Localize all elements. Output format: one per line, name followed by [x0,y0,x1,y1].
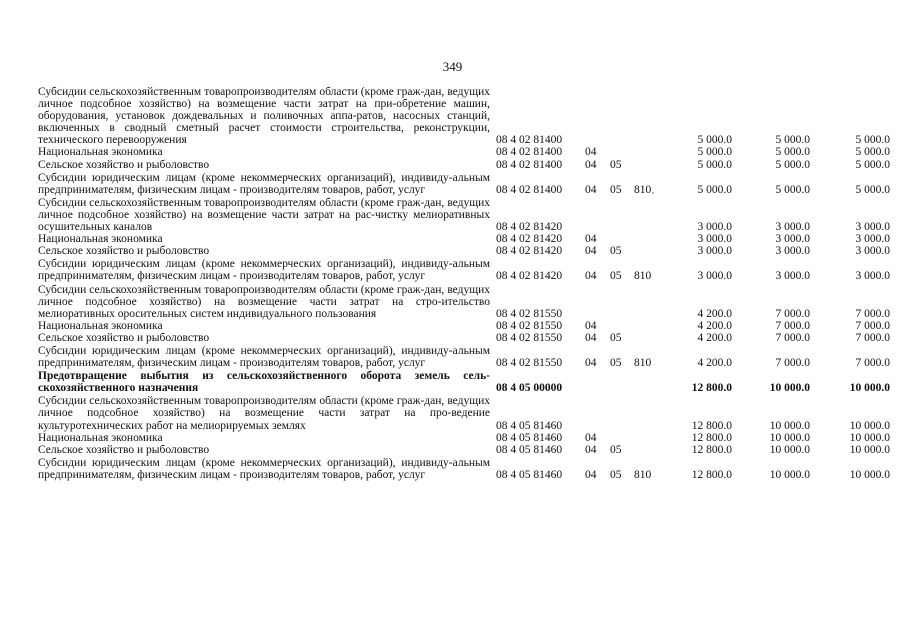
row-amount-year-1: 3 000.0 [697,270,732,283]
row-amount-year-1: 5 000.0 [697,183,732,196]
row-subsection-code: 05 [610,357,622,370]
row-expense-type-code [634,146,668,158]
row-target-code: 08 4 02 81400 [496,146,563,159]
row-name: Национальная экономика [38,319,163,332]
row-section-code: 04 [585,357,597,370]
row-name: Субсидии сельскохозяйственным товаропроизводителям области (кроме граж-дан, ведущих личное подсобное хозяйство) на возмещение части затрат на про-ведение культуротехнических работ на мелиорируемых землях [38,395,490,432]
row-target-code: 08 4 05 81460 [496,443,563,456]
row-expense-type-code [634,432,668,444]
row-amount-year-3: 10 000.0 [849,419,890,432]
row-amount-year-2: 7 000.0 [775,331,810,344]
table-row [38,394,890,431]
row-target-code: 08 4 02 81550 [496,331,563,344]
row-target-code: 08 4 02 81550 [496,319,563,332]
row-expense-type-code [634,196,668,233]
row-name: Субсидии сельскохозяйственным товаропроизводителям области (кроме граж-дан, ведущих личное подсобное хозяйство) на возмещение части затрат на стро-ительство мелиоративных оросительных систем индивидуального пользования [38,283,490,320]
row-section-code [585,196,610,233]
row-amount-year-1: 12 800.0 [691,443,732,456]
row-amount-year-3: 7 000.0 [855,331,890,344]
row-section-code: 04 [585,468,597,481]
row-name: Субсидии юридическим лицам (кроме некоммерческих организаций), индивиду-альным предпринимателям, физическим лицам - производителям товаров, работ, услуг [38,258,490,283]
row-section-code: 04 [585,245,597,258]
table-row [38,257,890,282]
row-amount-year-3: 10 000.0 [849,468,890,481]
row-amount-year-3: 5 000.0 [855,146,890,159]
row-subsection-code: 05 [610,183,622,196]
row-target-code: 08 4 02 81420 [496,221,563,234]
row-amount-year-1: 3 000.0 [697,221,732,234]
row-section-code: 04 [585,158,597,171]
row-target-code: 08 4 02 81420 [496,233,563,246]
row-subsection-code: 05 [610,443,622,456]
table-row [38,171,890,196]
row-amount-year-3: 5 000.0 [855,134,890,147]
scan-speck [652,192,654,194]
row-subsection-code [610,233,634,245]
table-row [38,320,890,332]
row-amount-year-2: 3 000.0 [775,270,810,283]
row-amount-year-3: 3 000.0 [855,221,890,234]
row-amount-year-2: 3 000.0 [775,221,810,234]
row-subsection-code [610,369,634,394]
row-amount-year-1: 4 200.0 [697,319,732,332]
row-amount-year-1: 4 200.0 [697,357,732,370]
row-amount-year-3: 3 000.0 [855,245,890,258]
row-amount-year-1: 3 000.0 [697,245,732,258]
row-amount-year-3: 10 000.0 [849,443,890,456]
budget-table [38,86,890,481]
row-amount-year-2: 5 000.0 [775,134,810,147]
row-target-code: 08 4 02 81400 [496,183,563,196]
row-amount-year-1: 5 000.0 [697,146,732,159]
row-subsection-code: 05 [610,331,622,344]
row-target-code: 08 4 02 81400 [496,158,563,171]
row-amount-year-2: 3 000.0 [775,245,810,258]
row-amount-year-2: 5 000.0 [775,146,810,159]
row-amount-year-1: 4 200.0 [697,307,732,320]
row-name: Предотвращение выбытия из сельскохозяйственного оборота земель сель-скохозяйственного назначения [38,370,490,395]
row-section-code: 04 [585,183,597,196]
row-amount-year-3: 3 000.0 [855,270,890,283]
row-expense-type-code [634,320,668,332]
row-amount-year-3: 7 000.0 [855,307,890,320]
row-amount-year-3: 5 000.0 [855,183,890,196]
row-name: Субсидии юридическим лицам (кроме некоммерческих организаций), индивиду-альным предпринимателям, физическим лицам - производителям товаров, работ, услуг [38,171,490,196]
row-name: Субсидии юридическим лицам (кроме некоммерческих организаций), индивиду-альным предпринимателям, физическим лицам - производителям товаров, работ, услуг [38,456,490,481]
row-expense-type-code [634,369,668,394]
table-row [38,196,890,233]
row-target-code: 08 4 05 81460 [496,419,563,432]
row-section-code: 04 [585,431,597,444]
row-section-code [585,369,610,394]
row-name: Национальная экономика [38,431,163,444]
row-name: Субсидии сельскохозяйственным товаропроизводителям области (кроме граж-дан, ведущих личное подсобное хозяйство) на возмещение части затрат на при-обретение машин, оборудования, установок дождевальных и поливочных аппа-ратов, насосных станций, включенных в сводный сметный расчет стоимости строительства, реконструкции, технического перевооружения [38,86,490,147]
row-name: Сельское хозяйство и рыболовство [38,245,210,258]
table-row [38,444,890,456]
row-subsection-code: 05 [610,270,622,283]
table-row [38,146,890,158]
row-section-code: 04 [585,270,597,283]
row-section-code: 04 [585,233,597,246]
row-expense-type-code [634,233,668,245]
row-amount-year-2: 10 000.0 [769,382,810,395]
row-name: Субсидии сельскохозяйственным товаропроизводителям области (кроме граж-дан, ведущих личное подсобное хозяйство) на возмещение части затрат на рас-чистку мелиоративных осушительных каналов [38,196,490,234]
row-subsection-code [610,196,634,233]
table-row [38,159,890,171]
row-name: Субсидии юридическим лицам (кроме некоммерческих организаций), индивиду-альным предпринимателям, физическим лицам - производителям товаров, работ, услуг [38,344,490,370]
table-row [38,283,890,320]
row-expense-type-code: 810 [634,468,652,481]
row-expense-type-code: 810 [634,183,652,196]
row-section-code [585,86,610,146]
row-expense-type-code [634,245,668,257]
row-section-code: 04 [585,443,597,456]
row-amount-year-3: 3 000.0 [855,233,890,246]
table-row [38,245,890,257]
row-expense-type-code [634,283,668,320]
row-subsection-code: 05 [610,158,622,171]
row-amount-year-1: 12 800.0 [691,468,732,481]
row-section-code [585,283,610,320]
table-row [38,456,890,481]
row-name: Сельское хозяйство и рыболовство [38,443,210,456]
row-amount-year-1: 12 800.0 [691,419,732,432]
row-expense-type-code: 810 [634,357,652,370]
row-section-code: 04 [585,146,597,159]
row-target-code: 08 4 05 81460 [496,431,563,444]
row-amount-year-2: 7 000.0 [775,319,810,332]
table-row [38,369,890,394]
row-amount-year-1: 12 800.0 [691,382,732,395]
row-target-code: 08 4 02 81400 [496,134,563,147]
table-row [38,86,890,146]
row-subsection-code: 05 [610,245,622,258]
row-amount-year-3: 10 000.0 [849,431,890,444]
row-expense-type-code: 810 [634,270,652,283]
table-row [38,332,890,344]
row-target-code: 08 4 05 00000 [496,382,563,395]
row-amount-year-2: 5 000.0 [775,158,810,171]
row-name: Сельское хозяйство и рыболовство [38,331,210,344]
row-section-code: 04 [585,319,597,332]
table-row [38,344,890,369]
row-expense-type-code [634,394,668,431]
row-subsection-code [610,283,634,320]
row-subsection-code [610,394,634,431]
row-amount-year-2: 5 000.0 [775,183,810,196]
table-row [38,233,890,245]
row-amount-year-2: 3 000.0 [775,233,810,246]
row-section-code: 04 [585,331,597,344]
row-target-code: 08 4 02 81420 [496,245,563,258]
row-expense-type-code [634,159,668,171]
row-amount-year-2: 10 000.0 [769,443,810,456]
row-section-code [585,394,610,431]
row-subsection-code [610,86,634,146]
row-target-code: 08 4 02 81550 [496,357,563,370]
row-amount-year-2: 10 000.0 [769,419,810,432]
row-expense-type-code [634,444,668,456]
row-name: Национальная экономика [38,146,163,159]
row-amount-year-1: 3 000.0 [697,233,732,246]
row-amount-year-1: 5 000.0 [697,158,732,171]
row-subsection-code [610,432,634,444]
row-expense-type-code [634,86,668,146]
row-amount-year-3: 5 000.0 [855,158,890,171]
row-amount-year-2: 10 000.0 [769,431,810,444]
row-subsection-code: 05 [610,468,622,481]
row-target-code: 08 4 02 81550 [496,307,563,320]
row-name: Сельское хозяйство и рыболовство [38,158,210,171]
row-amount-year-2: 7 000.0 [775,357,810,370]
row-name: Национальная экономика [38,233,163,246]
row-amount-year-1: 4 200.0 [697,331,732,344]
table-row [38,432,890,444]
row-target-code: 08 4 05 81460 [496,468,563,481]
row-expense-type-code [634,332,668,344]
row-subsection-code [610,320,634,332]
row-amount-year-2: 10 000.0 [769,468,810,481]
row-target-code: 08 4 02 81420 [496,270,563,283]
row-amount-year-1: 12 800.0 [691,431,732,444]
page-number: 349 [442,59,463,74]
table-body [38,86,890,481]
row-amount-year-3: 7 000.0 [855,319,890,332]
row-amount-year-1: 5 000.0 [697,134,732,147]
row-amount-year-2: 7 000.0 [775,307,810,320]
row-subsection-code [610,146,634,158]
row-amount-year-3: 7 000.0 [855,357,890,370]
row-amount-year-3: 10 000.0 [849,382,890,395]
